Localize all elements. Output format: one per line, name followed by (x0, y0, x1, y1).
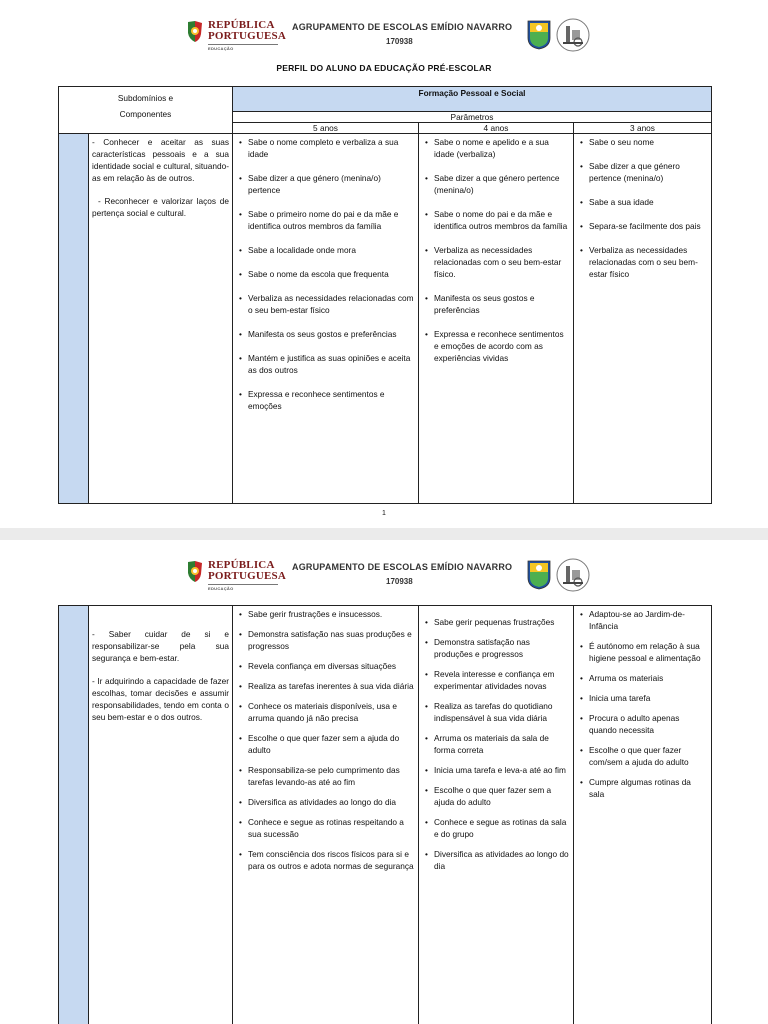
logo-divider (208, 44, 278, 45)
portugal-crest-icon (186, 20, 204, 44)
age-4-header: 4 anos (483, 123, 509, 133)
parameter-item: • Diversifica as atividades ao longo do dia (236, 796, 415, 808)
parameter-item: • Responsabiliza-se pelo cumprimento das tarefas levando-as até ao fim (236, 764, 415, 788)
age-3-parameters-cell (574, 606, 712, 1024)
document-title: PERFIL DO ALUNO DA EDUCAÇÃO PRÉ-ESCOLAR (276, 63, 492, 73)
parameter-item: • Expressa e reconhece sentimentos e emoções (236, 388, 415, 412)
parameter-item: • Tem consciência dos riscos físicos para si e para os outros e adota normas de segurança (236, 848, 415, 872)
age-3-parameters-cell (574, 134, 712, 504)
school-emblem-icon (556, 18, 590, 52)
school-name: AGRUPAMENTO DE ESCOLAS EMÍDIO NAVARRO (292, 562, 513, 572)
parameter-item: • Sabe o nome completo e verbaliza a sua idade (236, 136, 415, 160)
parameter-item: • Manifesta os seus gostos e preferências (236, 328, 415, 340)
educacao-label: EDUCAÇÃO (208, 586, 234, 591)
parameter-item: • Inicia uma tarefa e leva-a até ao fim (422, 764, 570, 776)
school-emblem-icon (556, 558, 590, 592)
parameter-item: • Demonstra satisfação nas suas produções e progressos (236, 628, 415, 652)
parameter-item: • Escolhe o que quer fazer com/sem a ajuda do adulto (577, 744, 708, 768)
domain-side-cell (59, 134, 89, 504)
parameter-item: • Sabe o nome da escola que frequenta (236, 268, 415, 280)
document-page-2 (0, 540, 768, 1024)
domain-header-cell (233, 87, 712, 112)
subcomponent-text: - Conhecer e aceitar as suas características pessoais e a sua identidade social e cultural, situando-as em relação às de outros. (92, 137, 229, 183)
parameter-item: • Demonstra satisfação nas produções e progressos (422, 636, 570, 660)
logo-divider (208, 584, 278, 585)
parameter-item: • Conhece e segue as rotinas respeitando a sua sucessão (236, 816, 415, 840)
parameter-item: • Sabe o nome do pai e da mãe e identifica outros membros da família (422, 208, 570, 232)
parameters-header-cell (233, 112, 712, 123)
subdomains-header: Subdomínios e Componentes (117, 93, 174, 119)
domain-header: Formação Pessoal e Social (418, 88, 526, 98)
age-3-parameters-list (577, 136, 708, 280)
republica-logo-text (208, 560, 286, 582)
parameter-item: • Verbaliza as necessidades relacionadas com o seu bem-estar físico. (422, 244, 570, 280)
parameter-item: • Sabe o seu nome (577, 136, 708, 148)
parameter-item: • Cumpre algumas rotinas da sala (577, 776, 708, 800)
age-4-parameters-list (422, 616, 570, 872)
parameter-item: • Sabe gerir pequenas frustrações (422, 616, 570, 628)
republica-line-2: PORTUGUESA (208, 30, 287, 42)
parameter-item: • Procura o adulto apenas quando necessita (577, 712, 708, 736)
republica-line-2: PORTUGUESA (208, 570, 287, 582)
parameter-item: • Sabe gerir frustrações e insucessos. (236, 608, 415, 620)
school-code: 170938 (386, 577, 413, 586)
parameters-header: Parâmetros (450, 112, 494, 122)
page-header (0, 0, 768, 60)
parameter-item: • Sabe a localidade onde mora (236, 244, 415, 256)
age-3-header-cell (574, 123, 712, 134)
age-5-parameters-cell (233, 134, 419, 504)
parameter-item: • Arruma os materiais da sala de forma correta (422, 732, 570, 756)
school-shield-icon (527, 20, 551, 50)
portugal-crest-icon (186, 560, 204, 584)
parameter-item: • Sabe dizer a que género (menina/o) pertence (236, 172, 415, 196)
school-shield-icon (527, 560, 551, 590)
subdomains-header-cell (59, 87, 233, 134)
parameter-item: • Mantém e justifica as suas opiniões e aceita as dos outros (236, 352, 415, 376)
age-3-header: 3 anos (630, 123, 655, 133)
page-header (0, 540, 768, 600)
parameter-item: • Conhece e segue as rotinas da sala e do grupo (422, 816, 570, 840)
age-4-parameters-cell (419, 134, 574, 504)
age-4-parameters-cell (419, 606, 574, 1024)
age-4-header-cell (419, 123, 574, 134)
domain-side-cell (59, 606, 89, 1024)
subcomponents-cell (89, 134, 233, 504)
age-5-header: 5 anos (313, 123, 338, 133)
parameter-item: • Conhece os materiais disponíveis, usa e arruma quando já não precisa (236, 700, 415, 724)
parameter-item: • Sabe o nome e apelido e a sua idade (verbaliza) (422, 136, 570, 160)
parameter-item: • Expressa e reconhece sentimentos e emoções de acordo com as experiências vividas (422, 328, 570, 364)
parameter-item: • Separa-se facilmente dos pais (577, 220, 708, 232)
parameter-item: • Sabe a sua idade (577, 196, 708, 208)
parameter-item: • Adaptou-se ao Jardim-de-Infância (577, 608, 708, 632)
school-name: AGRUPAMENTO DE ESCOLAS EMÍDIO NAVARRO (292, 22, 513, 32)
school-code: 170938 (386, 37, 413, 46)
parameter-item: • Sabe o primeiro nome do pai e da mãe e identifica outros membros da família (236, 208, 415, 232)
parameter-item: • Manifesta os seus gostos e preferências (422, 292, 570, 316)
age-5-parameters-list (236, 608, 415, 872)
page-number: 1 (382, 510, 386, 517)
subcomponent-text: - Saber cuidar de si e responsabilizar-se pela sua segurança e bem-estar. (92, 629, 229, 663)
parameter-item: • Verbaliza as necessidades relacionadas com o seu bem-estar físico (236, 292, 415, 316)
parameter-item: • Diversifica as atividades ao longo do dia (422, 848, 570, 872)
parameter-item: • Inicia uma tarefa (577, 692, 708, 704)
profile-table-page-2 (58, 605, 712, 1024)
parameter-item: • Verbaliza as necessidades relacionadas com o seu bem-estar físico (577, 244, 708, 280)
educacao-label: EDUCAÇÃO (208, 46, 234, 51)
parameter-item: • Escolhe o que quer fazer sem a ajuda do adulto (422, 784, 570, 808)
parameter-item: • Realiza as tarefas do quotidiano indispensável à sua vida diária (422, 700, 570, 724)
republica-line-1: REPÚBLICA (208, 19, 275, 31)
subcomponent-text: - Reconhecer e valorizar laços de pertença social e cultural. (92, 196, 229, 218)
age-3-parameters-list (577, 608, 708, 800)
age-4-parameters-list (422, 136, 570, 364)
profile-table-page-1 (58, 86, 712, 504)
subcomponents-cell (89, 606, 233, 1024)
parameter-item: • Arruma os materiais (577, 672, 708, 684)
subcomponent-text: - Ir adquirindo a capacidade de fazer escolhas, tomar decisões e assumir responsabilidades, tendo em conta o seu bem-estar e o dos outros. (92, 676, 229, 722)
age-5-header-cell (233, 123, 419, 134)
parameter-item: • É autónomo em relação à sua higiene pessoal e alimentação (577, 640, 708, 664)
parameter-item: • Escolhe o que quer fazer sem a ajuda do adulto (236, 732, 415, 756)
age-5-parameters-cell (233, 606, 419, 1024)
parameter-item: • Realiza as tarefas inerentes à sua vida diária (236, 680, 415, 692)
republica-line-1: REPÚBLICA (208, 559, 275, 571)
age-5-parameters-list (236, 136, 415, 412)
parameter-item: • Sabe dizer a que género pertence (menina/o) (577, 160, 708, 184)
parameter-item: • Revela confiança em diversas situações (236, 660, 415, 672)
republica-logo-text (208, 20, 286, 42)
parameter-item: • Sabe dizer a que género pertence (menina/o) (422, 172, 570, 196)
parameter-item: • Revela interesse e confiança em experimentar atividades novas (422, 668, 570, 692)
